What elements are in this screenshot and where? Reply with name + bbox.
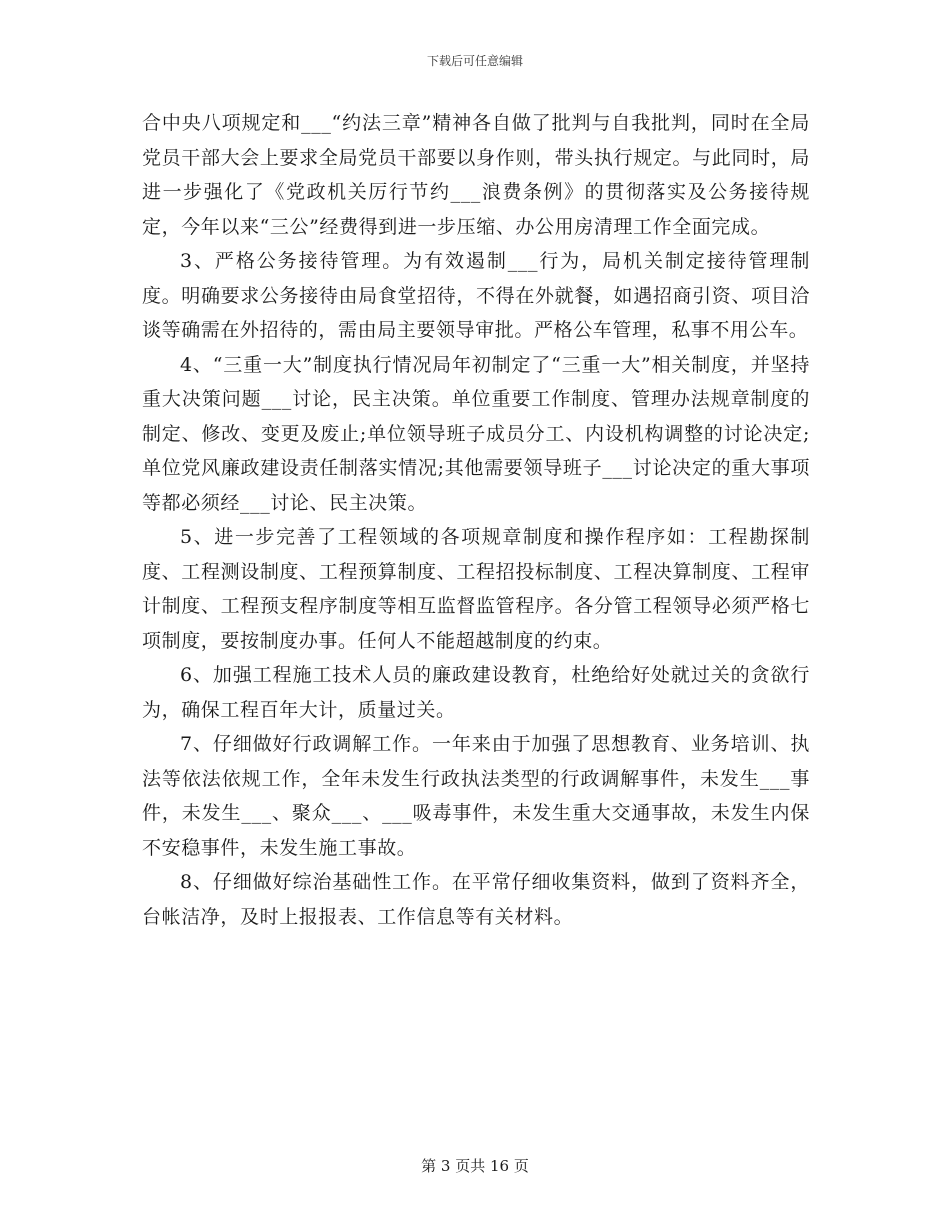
paragraph-continuation: 合中央八项规定和___“约法三章”精神各自做了批判与自我批判，同时在全局党员干部大会上要求全局党员干部要以身作则，带头执行规定。与此同时，局进一步强化了《党政机关厉行节约___浪费条例》的贯彻落实及公务接待规定，今年以来“三公”经费得到进一步压缩、办公用房清理工作全面完成。 bbox=[142, 112, 810, 238]
document-body bbox=[142, 106, 810, 934]
paragraph-item-3: 3、严格公务接待管理。为有效遏制___行为，局机关制定接待管理制度。明确要求公务接待由局食堂招待，不得在外就餐，如遇招商引资、项目洽谈等确需在外招待的，需由局主要领导审批。严格公车管理，私事不用公车。 bbox=[142, 250, 810, 341]
page-number: 第 3 页共 16 页 bbox=[421, 1157, 529, 1175]
paragraph-item-5: 5、进一步完善了工程领域的各项规章制度和操作程序如：工程勘探制度、工程测设制度、工程预算制度、工程招投标制度、工程决算制度、工程审计制度、工程预支程序制度等相互监督监管程序。各分管工程领导必须严格七项制度，要按制度办事。任何人不能超越制度的约束。 bbox=[142, 526, 810, 652]
paragraph-item-6: 6、加强工程施工技术人员的廉政建设教育，杜绝给好处就过关的贪欲行为，确保工程百年大计，质量过关。 bbox=[142, 664, 810, 721]
page-header-note: 下载后可任意编辑 bbox=[426, 54, 523, 68]
paragraph-item-8: 8、仔细做好综治基础性工作。在平常仔细收集资料，做到了资料齐全，台帐洁净，及时上报报表、工作信息等有关材料。 bbox=[142, 871, 810, 928]
paragraph-item-4: 4、“三重一大”制度执行情况局年初制定了“三重一大”相关制度，并坚持重大决策问题___讨论，民主决策。单位重要工作制度、管理办法规章制度的制定、修改、变更及废止;单位领导班子成员分工、内设机构调整的讨论决定;单位党风廉政建设责任制落实情况;其他需要领导班子___讨论决定的重大事项等都必须经___讨论、民主决策。 bbox=[142, 353, 810, 514]
paragraph-item-7: 7、仔细做好行政调解工作。一年来由于加强了思想教育、业务培训、执法等依法依规工作，全年未发生行政执法类型的行政调解事件，未发生___事件，未发生___、聚众___、___吸毒事件，未发生重大交通事故，未发生内保不安稳事件，未发生施工事故。 bbox=[142, 733, 810, 859]
